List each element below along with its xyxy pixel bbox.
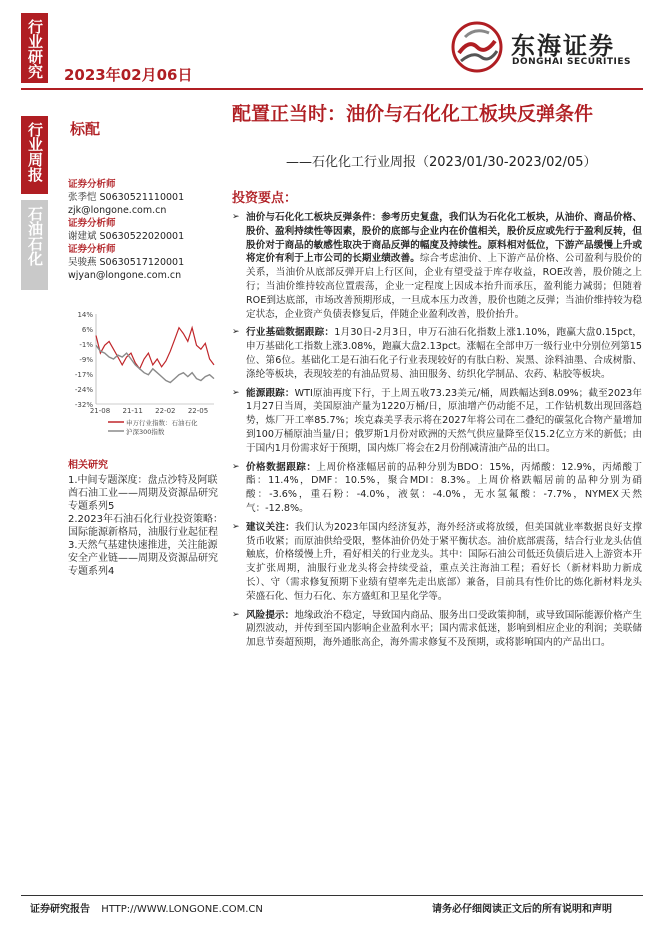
analyst-role: 证券分析师 [68, 179, 116, 190]
footer-disclaimer: 请务必仔细阅读正文后的所有说明和声明 [432, 904, 612, 915]
point-body: WTI原油再度下行，于上周五收73.23美元/桶，周跌幅达到8.09%；截至2023年1月27日当周，美国原油产量为1220万桶/日，原油增产仍动能不足，工作钻机数出现回落趋势，炼厂开工率85.7%；埃克森美孚表示将在2027年将公司在二叠纪的碳氢化合物产量增加到100万桶原油当量/日；俄罗斯1月份对欧洲的天然气供应量降至仅15.2亿立方米的新低；由于国内1月份需求好于预期，国内炼厂将会在2月份削减清油产品的出口。 [246, 387, 643, 454]
arrow-bullet-icon: ➢ [232, 387, 240, 398]
logo-emblem-icon [447, 17, 507, 77]
logo-cn: 东海证券 [511, 32, 615, 60]
point-item [232, 326, 642, 381]
footer-left [30, 900, 263, 915]
related-item[interactable]: 2.2023年石油石化行业投资策略：国际能源新格局，油服行业起征程 [68, 514, 223, 538]
point-item [232, 461, 642, 516]
sidebar-tab-weekly-report[interactable] [21, 116, 48, 194]
industry-rating: 标配 [70, 120, 101, 138]
x-tick-label: 22-05 [187, 407, 209, 415]
arrow-bullet-icon: ➢ [232, 327, 240, 338]
point-item [232, 521, 642, 604]
sidebar-tab-label: 石油石化 [26, 206, 44, 266]
point-lead: 能源跟踪： [246, 387, 295, 399]
series-line [96, 345, 214, 382]
point-body: 我们认为2023年国内经济复苏，海外经济或将放缓，但美国就业率数据良好支撑货币收紧；而原油供给受限，整体油价仍处于紧平衡状态。油价底部震荡，结合行业龙头估值触底，价格缓慢上升，看好相关的行业龙头。其中：国际石油公司低还负债后进入上游资本开支扩张周期，油服行业龙头将会持续受益，重点关注海油工程；看好长（新材料助力新成长）、守（需求修复预期下业绩有望率先走出底部）兼备，目前具有性价比的炼化新材料龙头荣盛石化、恒力石化、东方盛虹和卫星化学等。 [246, 521, 643, 602]
section-title: 投资要点： [232, 191, 298, 206]
analyst-email[interactable]: zjk@longone.com.cn [68, 205, 167, 216]
point-body: 上周价格涨幅居前的品种分别为BDO：15%，丙烯酸：12.9%，丙烯酸丁酯：11.4%，DMF：10.5%，聚合MDI：8.3%。上周价格跌幅居前的品种分别为硝酸：-3.6%，重石粉：-4.0%，液氨：-4.0%，无水氢氟酸：-7.7%，NYMEX天然气：-12.8%。 [246, 461, 642, 514]
related-heading: 相关研究 [68, 460, 108, 471]
related-item[interactable]: 3.天然气基建快速推进，关注能源安全产业链——周期及资源品研究专题系列4 [68, 540, 218, 577]
related-item[interactable]: 1.中间专题深度：盘点沙特及阿联酋石油工业——周期及资源品研究专题系列5 [68, 475, 218, 512]
analyst-entry [68, 243, 218, 282]
point-item [232, 609, 642, 650]
arrow-bullet-icon: ➢ [232, 609, 240, 620]
series-line [96, 328, 214, 369]
point-body: 综合考虑油价、上下游产品价格、公司盈利与股价的关系，当油价从底部反弹开启上行区间，企业有望受益于库存收益，ROE改善，股价随之上行；当油价维持较高位置震荡，企业一定程度上因成本抬升而承压，盈利能力减弱；但随着ROE到达底部，市场改善预期形成，一旦成本压力改善，股价也随之反弹；当油价维持较为稳定状态，企业资产负债表修复后，伴随企业盈利改善，股价抬升。 [246, 253, 643, 320]
report-subtitle: ——石化化工行业周报（2023/01/30-2023/02/05） [286, 155, 597, 170]
x-tick-label: 22-02 [155, 407, 176, 415]
point-lead: 油价与石化化工板块反弹条件：参考历史复盘，我们认为石化化工板块，从油价、商品价格、股价、盈利持续性等因素，股价的底部与企业内在价值相关，股价反应或先行于盈利反转，但股价对于商品的敏感性取决于商品反弹的幅度及持续性。原料相对低位，下游产品缓慢上升或将定价有利于上市公司的长期业绩改善。 [246, 212, 642, 265]
sidebar-tab-petrochemical[interactable] [21, 200, 48, 290]
footer-url[interactable]: HTTP://WWW.LONGONE.COM.CN [101, 904, 263, 915]
legend-label: 沪深300指数 [126, 428, 165, 436]
y-tick-label: -24% [74, 386, 93, 394]
company-logo [447, 17, 647, 77]
arrow-bullet-icon: ➢ [232, 521, 240, 532]
y-tick-label: -1% [79, 341, 93, 349]
performance-chart-svg [68, 308, 218, 448]
x-tick-label: 21-11 [122, 407, 143, 415]
point-body: 1月30日-2月3日，申万石油石化指数上涨1.10%，跑赢大盘0.15pct，申万基础化工指数上涨3.08%，跑赢大盘2.13pct。涨幅在全部申万一级行业中分别位列第15位、第6位。基础化工是石油石化子行业表现较好的有肽白粉、炭黑、涂料油墨、合成树脂、涤纶等板块，表现较差的有油品贸易、油田服务、纺织化学制品、农药、粘胶等板块。 [246, 327, 643, 380]
point-lead: 价格数据跟踪： [246, 461, 317, 473]
y-tick-label: -32% [74, 401, 93, 409]
analyst-entry [68, 217, 218, 243]
y-tick-label: 6% [81, 326, 93, 334]
arrow-bullet-icon: ➢ [232, 461, 240, 472]
arrow-bullet-icon: ➢ [232, 212, 240, 222]
analyst-name: 谢建斌 S0630522020001 [68, 231, 185, 242]
y-tick-label: 14% [77, 311, 93, 319]
report-date: 2023年02月06日 [64, 66, 193, 84]
y-tick-label: -17% [74, 371, 93, 379]
performance-chart [68, 308, 218, 448]
footer-report-label: 证券研究报告 [30, 904, 90, 915]
header-divider [21, 88, 643, 90]
analyst-name: 张季恺 S0630521110001 [68, 192, 185, 203]
logo-en: DONGHAI SECURITIES [512, 57, 631, 67]
point-body: 地缘政治不稳定，导致国内商品、服务出口受政策抑制，或导致国际能源价格产生剧烈波动，并传到至国内影响企业盈利水平；国内需求低迷，影响到相应企业的利润；美联储加息节奏超预期，海外通胀高企，海外需求修复不及预期，或将影响国内的产品出口。 [246, 609, 643, 649]
analyst-list [68, 178, 218, 282]
related-research [68, 459, 226, 578]
analyst-role: 证券分析师 [68, 218, 116, 229]
sidebar-tab-label: 行业周报 [26, 122, 44, 182]
point-lead: 行业基础数据跟踪： [246, 327, 335, 339]
y-tick-label: -9% [79, 356, 93, 364]
investment-points [232, 211, 642, 655]
analyst-email[interactable]: wjyan@longone.com.cn [68, 270, 182, 281]
point-lead: 风险提示： [246, 609, 295, 621]
sidebar-tab-label: 行业研究 [26, 19, 44, 79]
point-item [232, 387, 642, 456]
analyst-entry [68, 178, 218, 217]
sidebar-tab-industry-research[interactable] [21, 13, 48, 83]
footer-divider [21, 895, 643, 896]
analyst-role: 证券分析师 [68, 244, 116, 255]
point-lead: 建议关注： [246, 521, 295, 533]
legend-label: 申万行业指数：石油石化 [126, 419, 198, 427]
x-tick-label: 21-08 [89, 407, 111, 415]
analyst-name: 吴骏燕 S0630517120001 [68, 257, 185, 268]
report-title: 配置正当时：油价与石化化工板块反弹条件 [232, 103, 594, 125]
point-item [232, 211, 642, 321]
